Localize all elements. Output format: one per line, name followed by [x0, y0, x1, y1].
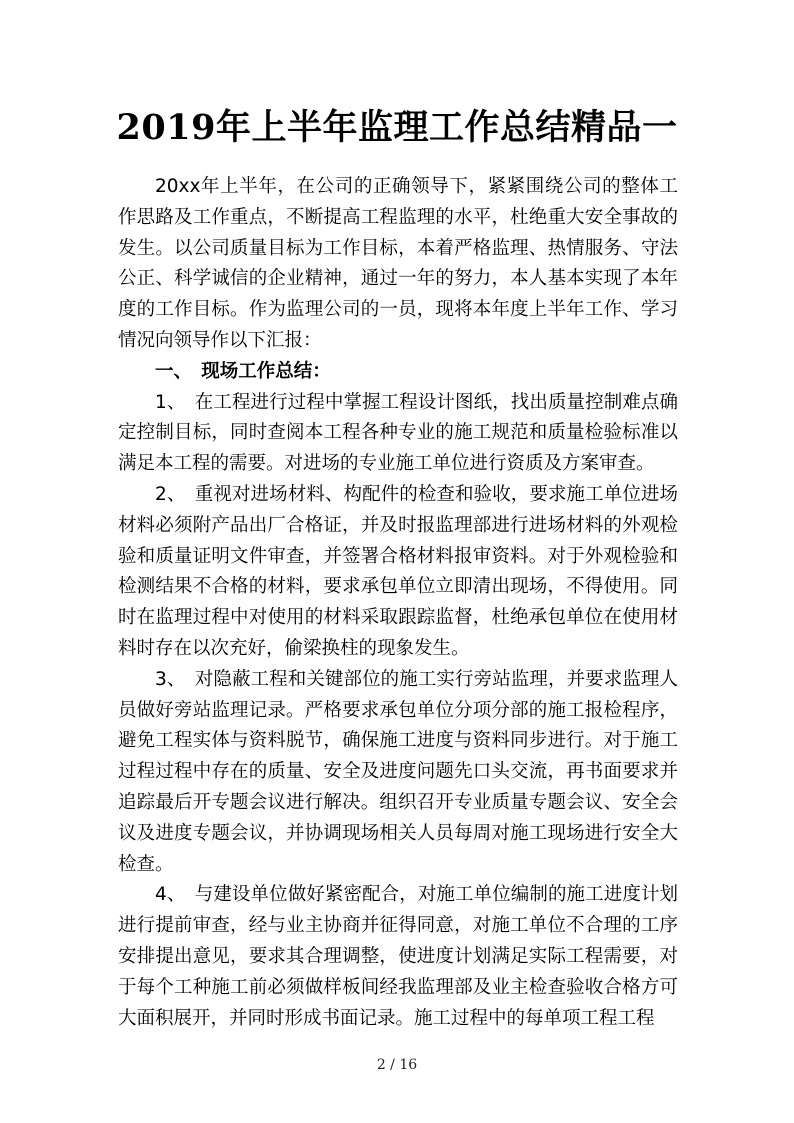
- page-number: 2 / 16: [376, 1057, 418, 1073]
- item-paragraph-2: 2、 重视对进场材料、构配件的检查和验收，要求施工单位进场材料必须附产品出厂合格证，并及时报监理部进行进场材料的外观检验和质量证明文件审查，并签署合格材料报审资料。对于外观检验和检测结果不合格的材料，要求承包单位立即清出现场，不得使用。同时在监理过程中对使用的材料采取跟踪监督，杜绝承包单位在使用材料时存在以次充好，偷梁换柱的现象发生。: [118, 483, 678, 659]
- section-heading: 一、 现场工作总结：: [155, 360, 331, 382]
- item-paragraph-1: 1、 在工程进行过程中掌握工程设计图纸，找出质量控制难点确定控制目标，同时查阅本工程各种专业的施工规范和质量检验标准以满足本工程的需要。对进场的专业施工单位进行资质及方案审查。: [118, 391, 678, 475]
- document-title: 2019年上半年监理工作总结精品一: [116, 107, 678, 148]
- item-paragraph-4: 4、 与建设单位做好紧密配合，对施工单位编制的施工进度计划进行提前审查，经与业主协商并征得同意，对施工单位不合理的工序安排提出意见，要求其合理调整，使进度计划满足实际工程需要，对于每个工种施工前必须做样板间经我监理部及业主检查验收合格方可大面积展开，并同时形成书面记录。施工过程中的每单项工程工程: [118, 884, 678, 1029]
- item-paragraph-3: 3、 对隐蔽工程和关键部位的施工实行旁站监理，并要求监理人员做好旁站监理记录。严格要求承包单位分项分部的施工报检程序，避免工程实体与资料脱节，确保施工进度与资料同步进行。对于施工过程过程中存在的质量、安全及进度问题先口头交流，再书面要求并追踪最后开专题会议进行解决。组织召开专业质量专题会议、安全会议及进度专题会议，并协调现场相关人员每周对施工现场进行安全大检查。: [118, 668, 678, 875]
- document-body: [118, 172, 678, 1034]
- intro-paragraph: 20xx年上半年，在公司的正确领导下，紧紧围绕公司的整体工作思路及工作重点，不断提高工程监理的水平，杜绝重大安全事故的发生。以公司质量目标为工作目标，本着严格监理、热情服务、守法公正、科学诚信的企业精神，通过一年的努力，本人基本实现了本年度的工作目标。作为监理公司的一员，现将本年度上半年工作、学习情况向领导作以下汇报：: [118, 176, 678, 351]
